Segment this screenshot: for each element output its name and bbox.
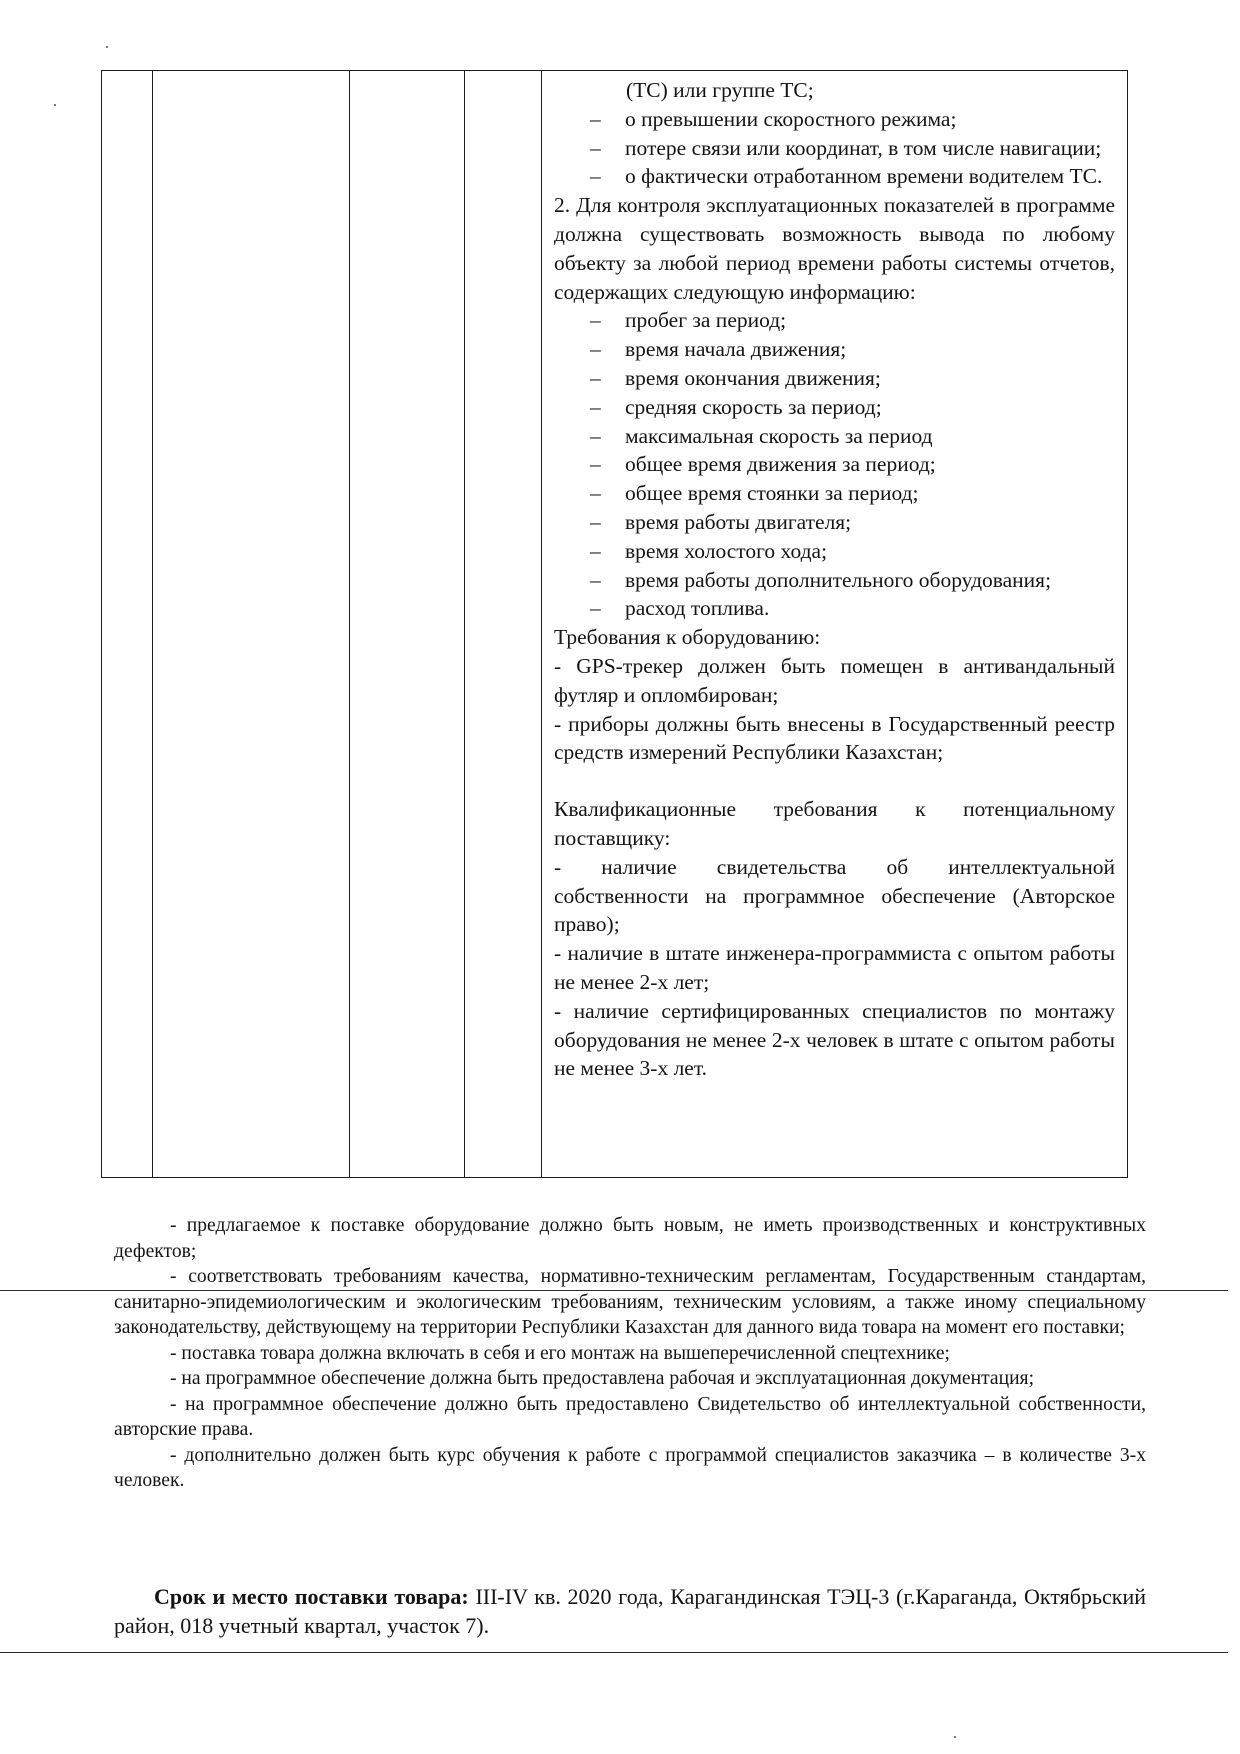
condition-paragraph: - на программное обеспечение должна быть предоставлена рабочая и эксплуатационная документация; — [170, 1368, 1035, 1389]
dash-marker: – — [590, 423, 601, 448]
requirement-paragraph: - наличие сертифицированных специалистов по монтажу оборудования не менее 2-х человек в штате с опытом работы не менее 3-х лет. — [554, 998, 1115, 1081]
list-item-text: общее время стоянки за период; — [625, 481, 919, 506]
strike-line — [0, 1290, 1228, 1291]
list-item-text: пробег за период; — [625, 308, 787, 333]
list-item-text: время работы двигателя; — [625, 509, 852, 534]
list-item-text: потере связи или координат, в том числе навигации; — [625, 135, 1102, 160]
requirement-paragraph: 2. Для контроля эксплуатационных показателей в программе должна существовать возможность вывода по любому объекту за любой период времени работы системы отчетов, содержащих следующую информацию: — [554, 193, 1115, 304]
scan-speck — [954, 1736, 956, 1738]
list-item — [554, 450, 1115, 479]
list-item — [554, 479, 1115, 508]
list-item — [554, 594, 1115, 623]
dash-marker: – — [590, 509, 601, 534]
dash-marker: – — [590, 164, 601, 189]
requirement-paragraph: - наличие свидетельства об интеллектуальной собственности на программное обеспечение (Авторское право); — [554, 854, 1115, 937]
list-item-text: расход топлива. — [625, 596, 770, 621]
blank-line — [554, 767, 1115, 795]
table-cell-requirements — [542, 71, 1128, 1178]
list-item-text: время начала движения; — [625, 337, 847, 362]
list-item-text: время окончания движения; — [625, 365, 881, 390]
list-item-text: общее время движения за период; — [625, 452, 936, 477]
dash-marker: – — [590, 538, 601, 563]
requirement-paragraph: - GPS-трекер должен быть помещен в антивандальный футляр и опломбирован; — [554, 653, 1115, 707]
table-cell-unit — [350, 71, 465, 1178]
delivery-paragraph — [114, 1582, 1146, 1640]
scan-speck — [106, 46, 108, 48]
requirement-paragraph: Квалификационные требования к потенциальному поставщику: — [554, 797, 1115, 850]
dash-marker: – — [590, 106, 601, 131]
table-cell-number — [102, 71, 153, 1178]
table-cell-quantity — [465, 71, 542, 1178]
delivery-text: III-IV кв. 2020 года, Карагандинская ТЭЦ-3 (г.Караганда, Октябрьский район, 018 учетный квартал, участок 7). — [114, 1584, 1147, 1638]
list-item — [554, 105, 1115, 134]
delivery-terms — [114, 1582, 1146, 1640]
list-item — [554, 422, 1115, 451]
list-item — [554, 508, 1115, 537]
dash-marker: – — [590, 135, 601, 160]
delivery-label: Срок и место поставки товара: — [154, 1584, 469, 1609]
condition-paragraph: - соответствовать требованиям качества, нормативно-техническим регламентам, Государственным стандартам, санитарно-эпидемиологическим и экологическим требованиям, техническим условиям, а также иному специальному законодательству, действующему на территории Республики Казахстан для данного вида товара на момент его поставки; — [114, 1266, 1146, 1338]
scan-speck — [54, 104, 56, 106]
dash-marker: – — [590, 365, 601, 390]
condition-paragraph: - дополнительно должен быть курс обучения к работе с программой специалистов заказчика – в количестве 3-х человек. — [114, 1444, 1146, 1491]
list-item-text: средняя скорость за период; — [625, 394, 882, 419]
list-item — [554, 393, 1115, 422]
supply-conditions — [114, 1213, 1146, 1494]
table-cell-name — [153, 71, 350, 1178]
list-item-text: время холостого хода; — [625, 538, 828, 563]
list-item-continuation: (ТС) или группе ТС; — [626, 78, 814, 102]
dash-marker: – — [590, 452, 601, 477]
condition-paragraph: - на программное обеспечение должно быть предоставлено Свидетельство об интеллектуальной собственности, авторские права. — [114, 1393, 1146, 1440]
dash-marker: – — [590, 596, 601, 621]
dash-marker: – — [590, 308, 601, 333]
condition-paragraph: - поставка товара должна включать в себя и его монтаж на вышеперечисленной спецтехнике; — [170, 1342, 950, 1364]
list-item — [554, 537, 1115, 566]
dash-marker: – — [590, 394, 601, 419]
list-item — [554, 364, 1115, 393]
requirement-paragraph: Требования к оборудованию: — [554, 625, 821, 650]
list-item-text: максимальная скорость за период — [625, 423, 933, 448]
list-item — [554, 335, 1115, 364]
list-item — [554, 162, 1115, 191]
list-item-text: время работы дополнительного оборудования; — [625, 567, 1052, 592]
condition-paragraph: - предлагаемое к поставке оборудование должно быть новым, не иметь производственных и конструктивных дефектов; — [114, 1215, 1146, 1262]
requirement-paragraph: - приборы должны быть внесены в Государственный реестр средств измерений Республики Казахстан; — [554, 711, 1115, 765]
dash-marker: – — [590, 481, 601, 506]
list-item — [554, 566, 1115, 595]
list-item — [554, 306, 1115, 335]
list-item-text: о превышении скоростного режима; — [625, 106, 957, 131]
bottom-rule — [0, 1652, 1228, 1653]
table-row — [102, 71, 1128, 1178]
dash-marker: – — [590, 567, 601, 592]
specification-table — [101, 70, 1128, 1178]
requirement-paragraph: - наличие в штате инженера-программиста с опытом работы не менее 2-х лет; — [554, 941, 1115, 994]
requirements-list — [542, 71, 1127, 1083]
list-item — [554, 134, 1115, 163]
list-item-text: о фактически отработанном времени водителем ТС. — [625, 164, 1103, 189]
dash-marker: – — [590, 337, 601, 362]
